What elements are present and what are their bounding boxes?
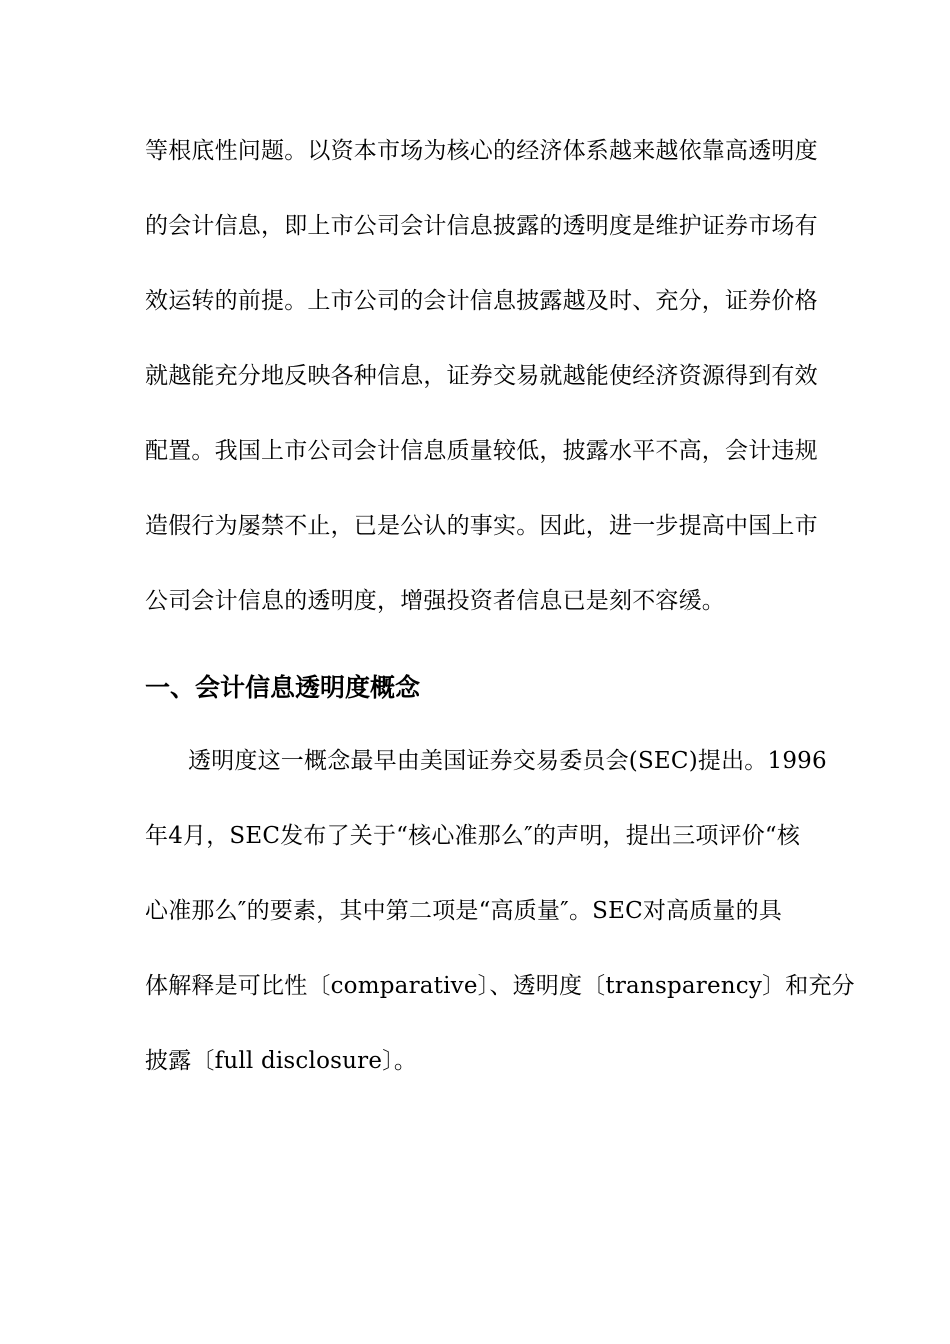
paragraph1-line-7: 公司会计信息的透明度，增强投资者信息已是刻不容缓。 (145, 588, 725, 614)
paragraph2-line-5: 披露〔full disclosure〕。 (145, 1048, 418, 1074)
paragraph1-line-6: 造假行为屡禁不止，已是公认的事实。因此，进一步提高中国上市 (145, 513, 818, 539)
paragraph2-line-3: 心准那么″的要素，其中第二项是“高质量″。SEC对高质量的具 (145, 898, 783, 924)
paragraph1-line-2: 的会计信息，即上市公司会计信息披露的透明度是维护证券市场有 (145, 213, 818, 239)
paragraph1-line-3: 效运转的前提。上市公司的会计信息披露越及时、充分，证券价格 (145, 288, 818, 314)
paragraph1-line-5: 配置。我国上市公司会计信息质量较低，披露水平不高，会计违规 (145, 438, 818, 464)
section-heading: 一、会计信息透明度概念 (145, 673, 421, 702)
paragraph2-line-1: 透明度这一概念最早由美国证券交易委员会(SEC)提出。1996 (188, 748, 827, 774)
paragraph1-line-1: 等根底性问题。以资本市场为核心的经济体系越来越依靠高透明度 (145, 138, 818, 164)
paragraph1-line-4: 就越能充分地反映各种信息，证券交易就越能使经济资源得到有效 (145, 363, 818, 389)
paragraph2-line-2: 年4月，SEC发布了关于“核心准那么″的声明，提出三项评价“核 (145, 823, 801, 849)
paragraph2-line-4: 体解释是可比性〔comparative〕、透明度〔transparency〕和充分 (145, 973, 855, 999)
